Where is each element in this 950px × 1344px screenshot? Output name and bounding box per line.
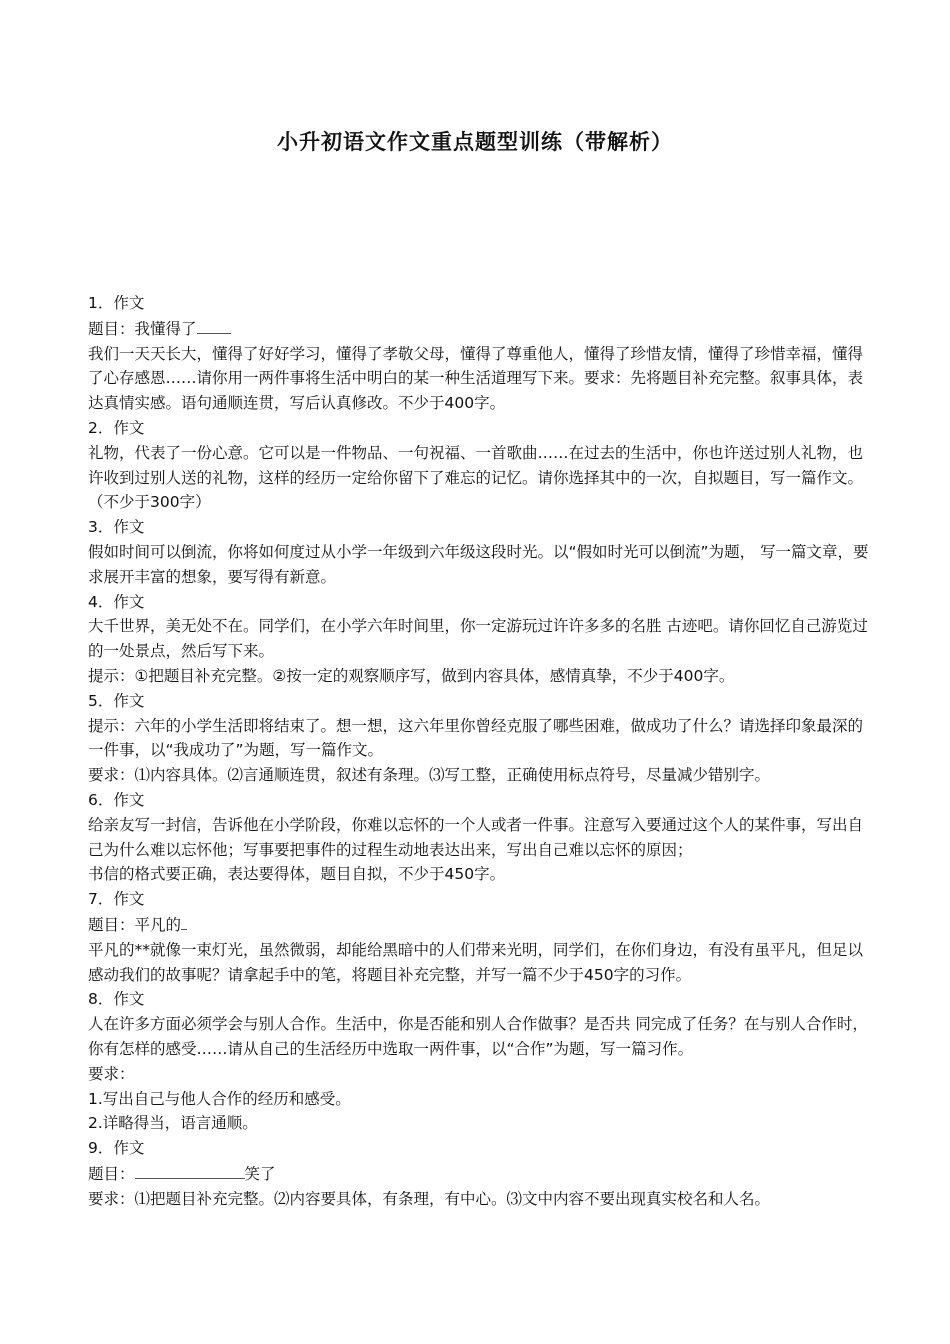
question-requirements: 要求：⑴内容具体。⑵言通顺连贯，叙述有条理。⑶写工整，正确使用标点符号，尽量减少错别字。 xyxy=(88,766,771,785)
question-heading: 5．作文 xyxy=(88,691,145,710)
question-1 xyxy=(88,291,878,416)
question-text: 给亲友写一封信，告诉他在小学阶段，你难以忘怀的一个人或者一件事。注意写入要通过这个人的某件事，写出自己为什么难以忘怀他；写事要把事件的过程生动地表达出来，写出自己难以忘怀的原因； xyxy=(88,815,864,859)
question-5 xyxy=(88,689,878,788)
question-4 xyxy=(88,590,878,689)
requirement-item: 1.写出自己与他人合作的经历和感受。 xyxy=(88,1089,351,1108)
question-requirements: 要求：⑴把题目补充完整。⑵内容要具体，有条理，有中心。⑶文中内容不要出现真实校名和人名。 xyxy=(88,1189,771,1208)
question-text: 提示：六年的小学生活即将结束了。想一想，这六年里你曾经克服了哪些困难，做成功了什么？请选择印象最深的一件事，以“我成功了”为题，写一篇作文。 xyxy=(88,716,864,760)
question-text: 我们一天天长大，懂得了好好学习，懂得了孝敬父母，懂得了尊重他人，懂得了珍惜友情，懂得了珍惜幸福，懂得了心存感恩……请你用一两件事将生活中明白的某一种生活道理写下来。要求：先将题目补充完整。叙事具体，表达真情实感。语句通顺连贯，写后认真修改。不少于400字。 xyxy=(88,344,864,413)
question-heading: 3．作文 xyxy=(88,518,145,537)
question-6 xyxy=(88,788,878,887)
requirement-item: 2.详略得当，语言通顺。 xyxy=(88,1114,258,1133)
question-heading: 8．作文 xyxy=(88,990,145,1009)
question-text: 假如时间可以倒流，你将如何度过从小学一年级到六年级这段时光。以“假如时光可以倒流”为题， 写一篇文章，要求展开丰富的想象，要写得有新意。 xyxy=(88,542,869,586)
question-heading: 4．作文 xyxy=(88,592,145,611)
question-text: 人在许多方面必须学会与别人合作。生活中，你是否能和别人合作做事？是否共 同完成了任务？在与别人合作时，你有怎样的感受……请从自己的生活经历中选取一两件事，以“合作”为题，写一篇习作。 xyxy=(88,1015,868,1058)
question-heading: 1．作文 xyxy=(88,294,145,312)
question-heading: 9．作文 xyxy=(88,1139,145,1158)
question-2 xyxy=(88,416,878,515)
question-requirements-label: 要求： xyxy=(88,1064,135,1083)
question-list xyxy=(88,291,878,1211)
question-requirements: 书信的格式要正确，表达要得体，题目自拟，不少于450字。 xyxy=(88,865,506,884)
question-text: 平凡的**就像一束灯光，虽然微弱，却能给黑暗中的人们带来光明，同学们，在你们身边，有没有虽平凡，但足以感动我们的故事呢？请拿起手中的笔，将题目补充完整，并写一篇不少于450字的习作。 xyxy=(88,940,864,984)
fill-blank xyxy=(197,316,231,334)
fill-blank xyxy=(181,912,187,930)
question-3 xyxy=(88,515,878,589)
question-heading: 7．作文 xyxy=(88,890,145,909)
question-heading: 2．作文 xyxy=(88,418,145,437)
question-prompt-title: 题目：平凡的 xyxy=(88,912,878,938)
question-9 xyxy=(88,1136,878,1211)
fill-blank xyxy=(135,1161,245,1179)
question-prompt-title: 题目：我懂得了 xyxy=(88,316,878,342)
document-title: 小升初语文作文重点题型训练（带解析） xyxy=(277,130,673,154)
question-7 xyxy=(88,887,878,987)
question-text: 礼物，代表了一份心意。它可以是一件物品、一句祝福、一首歌曲……在过去的生活中，你也许送过别人礼物，也许收到过别人送的礼物，这样的经历一定给你留下了难忘的记忆。请你选择其中的一次，自拟题目，写一篇作文。（不少于300字） xyxy=(88,443,864,512)
question-prompt-title: 题目： 笑了 xyxy=(88,1161,878,1187)
question-heading: 6．作文 xyxy=(88,790,145,809)
question-8 xyxy=(88,987,878,1136)
question-hint: 提示：①把题目补充完整。②按一定的观察顺序写，做到内容具体，感情真挚，不少于400字。 xyxy=(88,666,735,685)
question-text: 大千世界，美无处不在。同学们，在小学六年时间里，你一定游玩过许许多多的名胜 古迹吧。请你回忆自己游览过的一处景点，然后写下来。 xyxy=(88,617,868,661)
